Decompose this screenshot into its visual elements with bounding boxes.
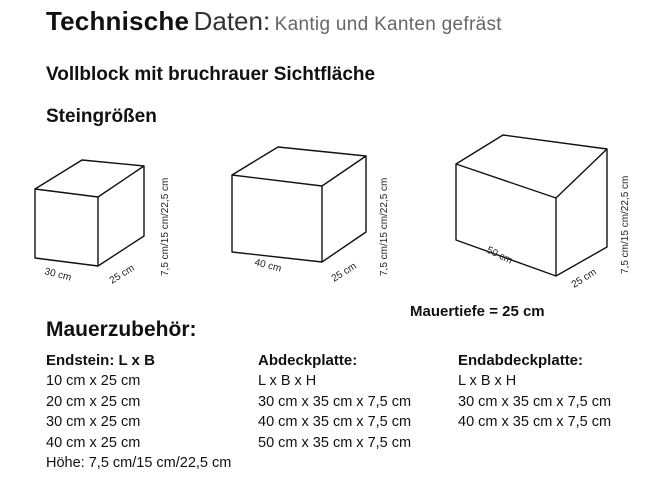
column-line: L x B x H [458,373,517,389]
column-line: 30 cm x 25 cm [46,414,141,430]
column-heading: Endabdeckplatte: [458,352,584,369]
block-40 [232,147,390,285]
column-line: 40 cm x 35 cm x 7,5 cm [458,414,612,430]
block-50-height: 7,5 cm/15 cm/22,5 cm [620,175,631,274]
section-heading-sizes: Steingrößen [46,106,157,127]
column-abdeckplatte [258,352,411,453]
block-30-shape [35,160,144,266]
product-subtitle: Vollblock mit bruchrauer Sichtfläche [46,64,376,85]
column-line: 20 cm x 25 cm [46,393,141,410]
title-bold: Technische [46,6,190,36]
column-line: 40 cm x 25 cm [46,434,141,451]
block-30-width: 25 cm [107,262,137,287]
wall-depth: Mauertiefe = 25 cm [410,303,545,320]
column-line: 50 cm x 35 cm x 7,5 cm [258,434,412,451]
block-40-length: 40 cm [253,257,283,275]
column-line: 40 cm x 35 cm x 7,5 cm [258,414,412,430]
column-line: 10 cm x 25 cm [46,373,141,389]
column-endabdeckplatte [458,352,611,433]
title-subtitle: Kantig und Kanten gefräst [274,14,502,35]
block-50-shape [456,135,607,276]
column-heading: Abdeckplatte: [258,352,358,369]
block-50-length: 50 cm [484,244,514,267]
block-30-height: 7,5 cm/15 cm/22,5 cm [160,177,171,276]
accessories-heading: Mauerzubehör: [46,318,197,341]
block-30-length: 30 cm [43,266,73,284]
block-40-height: 7,5 cm/15 cm/22,5 cm [379,177,390,276]
block-30 [35,160,171,287]
block-40-width: 25 cm [329,260,359,285]
title-light: Daten: [193,6,271,36]
block-50-width: 25 cm [569,266,599,291]
column-line: Höhe: 7,5 cm/15 cm/22,5 cm [46,455,232,471]
column-line: L x B x H [258,373,317,389]
column-line: 30 cm x 35 cm x 7,5 cm [258,393,412,410]
column-endstein [46,352,231,474]
block-50 [456,135,631,291]
column-heading: Endstein: L x B [46,352,155,369]
column-line: 30 cm x 35 cm x 7,5 cm [458,393,612,410]
block-40-shape [232,147,366,262]
